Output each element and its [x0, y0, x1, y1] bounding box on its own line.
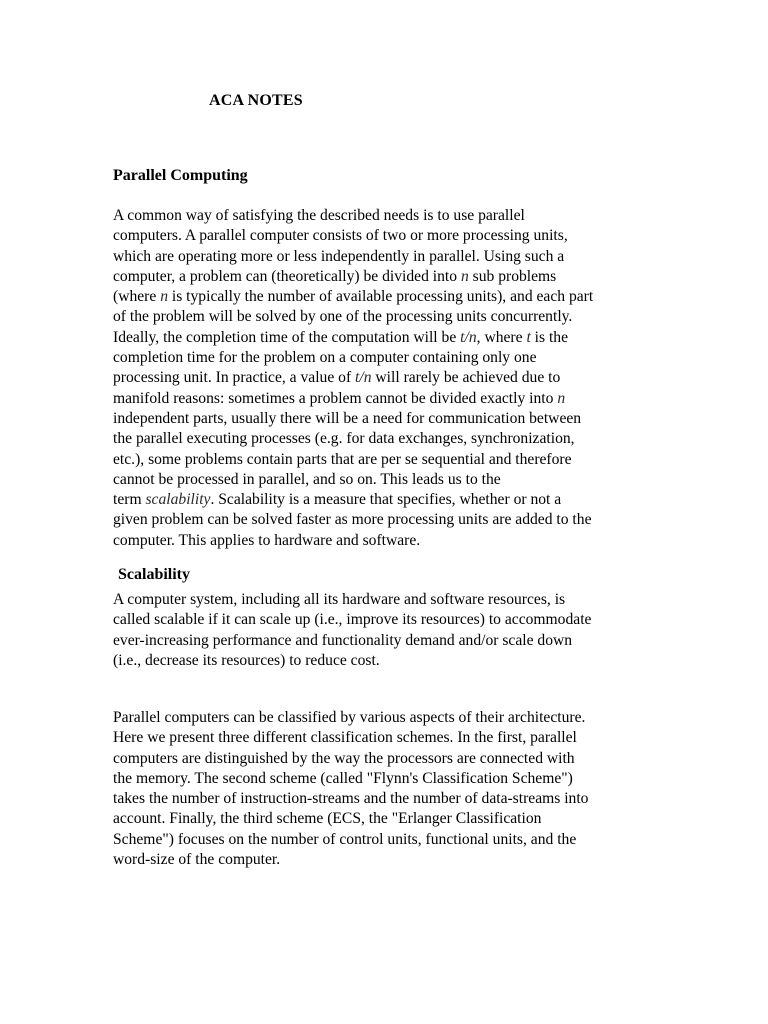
text-run: computer. This applies to hardware and software.: [113, 531, 421, 549]
text-run: completion time for the problem on a computer containing only one: [113, 349, 537, 367]
emphasis-text: n: [460, 267, 469, 285]
text-line: [113, 490, 673, 510]
section-heading-scalability: Scalability: [118, 566, 191, 583]
text-run: computers are distinguished by the way the processors are connected with: [113, 749, 575, 767]
text-run: term: [113, 491, 146, 509]
text-line: [113, 429, 673, 449]
text-run: the parallel executing processes (e.g. for data exchanges, synchronization,: [113, 430, 575, 448]
text-line: [113, 206, 673, 226]
text-run: word-size of the computer.: [113, 851, 281, 869]
emphasis-text: n: [160, 288, 168, 306]
text-line: [113, 247, 673, 267]
text-run: , where: [476, 328, 527, 346]
text-run: sub problems: [468, 267, 557, 285]
emphasis-text: n: [557, 389, 566, 407]
text-run: Scheme") focuses on the number of control units, functional units, and the: [113, 830, 577, 848]
emphasis-text: t/n: [355, 369, 372, 387]
text-run: (where: [113, 288, 161, 306]
text-line: [113, 450, 673, 470]
paragraph-classification: [113, 708, 673, 870]
text-run: takes the number of instruction-streams and the number of data-streams into: [113, 790, 589, 808]
text-line: [113, 348, 673, 368]
text-run: computers. A parallel computer consists of two or more processing units,: [113, 227, 568, 245]
text-run: the memory. The second scheme (called "Flynn's Classification Scheme"): [113, 769, 573, 787]
text-run: is the: [530, 328, 569, 346]
text-line: [113, 590, 673, 610]
paragraph-scalability: [113, 590, 673, 671]
text-line: [113, 809, 673, 829]
text-line: [113, 328, 673, 348]
text-run: will rarely be achieved due to: [371, 369, 561, 387]
text-run: A computer system, including all its hardware and software resources, is: [113, 591, 566, 608]
text-line: [113, 409, 673, 429]
text-line: [113, 287, 673, 307]
text-run: computer, a problem can (theoretically) be divided into: [113, 267, 461, 285]
emphasis-text: t: [526, 328, 531, 346]
text-run: which are operating more or less independently in parallel. Using such a: [113, 247, 565, 265]
text-run: is typically the number of available processing units), and each part: [167, 288, 594, 306]
text-line: [113, 531, 673, 551]
text-run: given problem can be solved faster as more processing units are added to the: [113, 511, 592, 529]
text-run: cannot be processed in parallel, and so on. This leads us to the: [113, 470, 501, 488]
text-line: [113, 789, 673, 809]
text-line: [113, 749, 673, 769]
emphasis-text: t/n: [460, 328, 477, 346]
text-run: etc.), some problems contain parts that are per se sequential and therefore: [113, 450, 572, 468]
text-line: [113, 850, 673, 870]
paragraph-parallel-computing: [113, 206, 673, 551]
text-run: Ideally, the completion time of the computation will be: [113, 328, 461, 346]
text-run: ever-increasing performance and functionality demand and/or scale down: [113, 631, 573, 649]
text-line: [113, 368, 673, 388]
text-run: processing unit. In practice, a value of: [113, 369, 356, 387]
text-line: [113, 389, 673, 409]
text-line: [113, 708, 673, 728]
text-run: of the problem will be solved by one of the processing units concurrently.: [113, 308, 573, 326]
text-run: Parallel computers can be classified by various aspects of their architecture.: [113, 709, 586, 726]
text-line: [113, 830, 673, 850]
text-run: . Scalability is a measure that specifies, whether or not a: [210, 491, 562, 509]
text-run: A common way of satisfying the described needs is to use parallel: [113, 207, 525, 224]
text-run: called scalable if it can scale up (i.e., improve its resources) to accommodate: [113, 611, 592, 629]
text-line: [113, 631, 673, 651]
text-line: [113, 267, 673, 287]
text-line: [113, 470, 673, 490]
emphasis-text: scalability: [145, 491, 211, 509]
text-line: [113, 610, 673, 630]
text-line: [113, 226, 673, 246]
text-line: [113, 307, 673, 327]
text-line: [113, 651, 673, 671]
text-run: Here we present three different classification schemes. In the first, parallel: [113, 729, 577, 747]
section-heading-parallel-computing: Parallel Computing: [113, 167, 248, 184]
document-title: ACA NOTES: [209, 92, 303, 109]
text-run: account. Finally, the third scheme (ECS, the "Erlanger Classification: [113, 810, 542, 828]
text-line: [113, 510, 673, 530]
text-line: [113, 728, 673, 748]
text-run: manifold reasons: sometimes a problem cannot be divided exactly into: [113, 389, 558, 407]
text-line: [113, 769, 673, 789]
text-run: (i.e., decrease its resources) to reduce cost.: [113, 651, 380, 669]
text-run: independent parts, usually there will be a need for communication between: [113, 409, 582, 427]
